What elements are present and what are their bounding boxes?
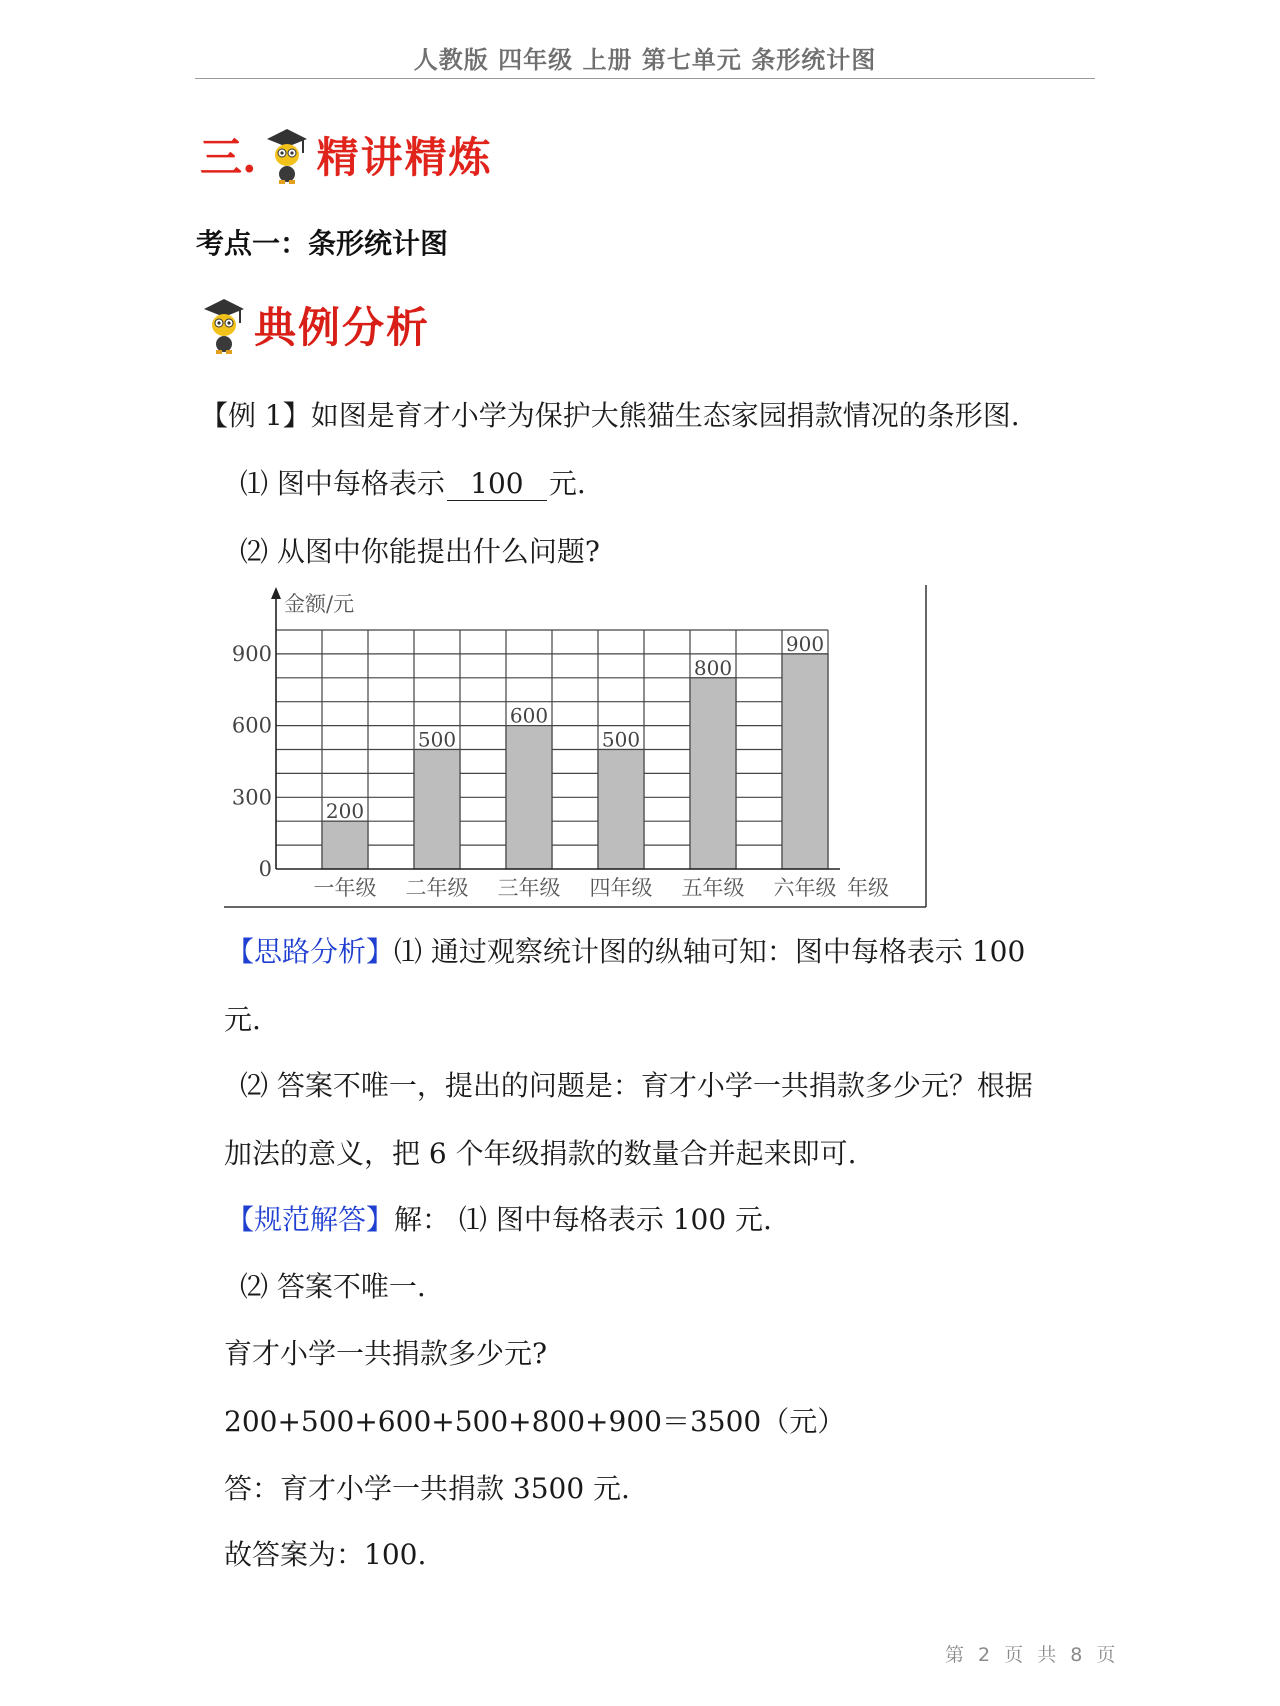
doctor-mascot-icon	[200, 295, 248, 355]
y-axis-label: 金额/元	[284, 592, 355, 616]
example-statement	[200, 394, 1020, 434]
page-header	[195, 40, 1095, 79]
solution-line-5: 答：育才小学一共捐款 3500 元.	[224, 1472, 630, 1505]
key-point-title: 考点一：条形统计图	[196, 227, 449, 260]
header-text: 人教版 四年级 上册 第七单元 条形统计图	[413, 46, 877, 74]
bar-3	[506, 726, 552, 869]
solution-line-2: ⑵ 答案不唯一.	[240, 1270, 426, 1303]
bar-2	[414, 750, 460, 870]
question-1-answer-blank: 100	[447, 467, 547, 501]
bar-5	[690, 678, 736, 869]
question-1-text: ⑴ 图中每格表示	[240, 467, 445, 500]
solution-text-1: 解： ⑴ 图中每格表示 100 元.	[394, 1203, 772, 1236]
y-tick-label: 900	[231, 641, 272, 666]
question-2: ⑵ 从图中你能提出什么问题?	[240, 535, 600, 568]
section-heading	[200, 120, 493, 190]
section-number: 三.	[200, 133, 257, 182]
solution-line-1	[226, 1198, 772, 1238]
bar-6	[782, 654, 828, 869]
category-label: 五年级	[681, 876, 745, 900]
y-axis-arrow-icon	[271, 587, 281, 599]
chart-bars	[314, 632, 837, 900]
bar-1	[322, 821, 368, 869]
bar-value-label: 500	[601, 727, 641, 752]
analysis-line-2: 元.	[224, 1003, 261, 1036]
analysis-tag: 【思路分析】	[226, 935, 395, 968]
section-label: 精讲精炼	[316, 133, 493, 182]
x-axis-label: 年级	[847, 876, 889, 900]
solution-line-3: 育才小学一共捐款多少元?	[224, 1337, 548, 1370]
page-footer: 第 2 页 共 8 页	[945, 1644, 1120, 1666]
solution-line-6: 故答案为：100.	[224, 1538, 427, 1571]
donation-bar-chart	[220, 585, 940, 915]
bar-value-label: 900	[785, 631, 825, 656]
bar-value-label: 600	[509, 703, 549, 728]
analysis-line-1	[226, 930, 1025, 970]
bar-value-label: 500	[417, 727, 457, 752]
question-1-suffix: 元.	[548, 467, 586, 500]
category-label: 三年级	[497, 876, 561, 900]
bar-value-label: 200	[325, 799, 365, 824]
example-text: 如图是育才小学为保护大熊猫生态家园捐款情况的条形图.	[310, 399, 1020, 432]
bar-value-label: 800	[693, 655, 733, 680]
question-1	[240, 462, 586, 502]
solution-tag: 【规范解答】	[226, 1203, 395, 1236]
y-tick-label: 0	[258, 857, 272, 881]
category-label: 二年级	[405, 876, 469, 900]
analysis-line-3: ⑵ 答案不唯一，提出的问题是：育才小学一共捐款多少元？根据	[240, 1069, 1033, 1102]
example-analysis-heading	[200, 290, 430, 360]
y-tick-label: 300	[231, 785, 272, 810]
category-label: 一年级	[313, 876, 377, 900]
example-prefix: 【例 1】	[200, 399, 311, 432]
y-tick-label: 600	[231, 713, 272, 738]
solution-line-4: 200+500+600+500+800+900＝3500（元）	[224, 1405, 846, 1438]
category-label: 四年级	[589, 876, 653, 900]
bar-4	[598, 750, 644, 870]
analysis-text-1: ⑴ 通过观察统计图的纵轴可知：图中每格表示 100	[394, 935, 1026, 968]
category-label: 六年级	[773, 876, 837, 900]
analysis-line-4: 加法的意义，把 6 个年级捐款的数量合并起来即可.	[224, 1137, 857, 1170]
doctor-mascot-icon	[263, 125, 311, 185]
example-analysis-label: 典例分析	[254, 303, 431, 352]
